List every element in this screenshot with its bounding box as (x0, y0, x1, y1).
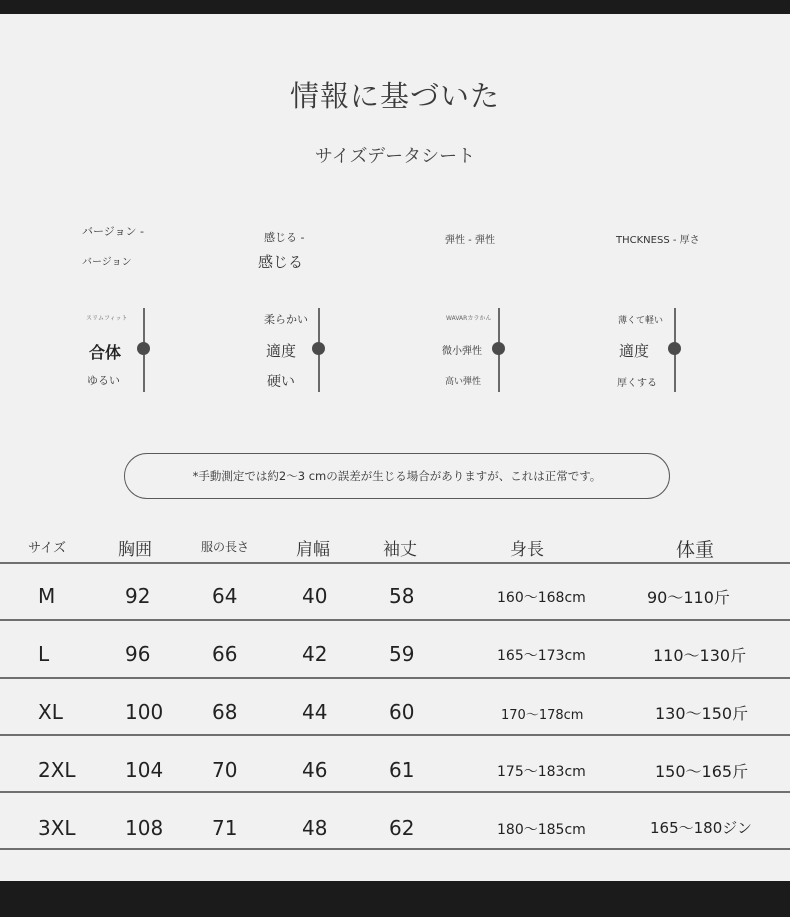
cell-shoulder: 44 (302, 700, 328, 724)
page-title: 情報に基づいた (289, 79, 500, 113)
feel-option-soft: 柔らかい (264, 313, 308, 326)
header-chest: 胸囲 (118, 540, 152, 560)
cell-sleeve: 61 (389, 758, 415, 782)
property-feel-value: 感じる (258, 253, 304, 271)
cell-length: 68 (212, 700, 238, 724)
feel-option-moderate: 適度 (266, 342, 297, 360)
cell-height: 165～173cm (497, 648, 586, 664)
property-fit-value: バージョン (82, 257, 132, 268)
cell-chest: 104 (125, 758, 164, 782)
fit-option-regular: 合体 (89, 343, 122, 362)
header-shoulder: 肩幅 (296, 540, 330, 560)
cell-chest: 92 (125, 584, 151, 608)
cell-chest: 100 (125, 700, 164, 724)
thickness-option-moderate: 適度 (619, 342, 650, 360)
table-divider (0, 791, 790, 793)
elasticity-option-high: 高い弾性 (445, 377, 482, 387)
feel-option-hard: 硬い (267, 374, 295, 390)
cell-height: 160～168cm (497, 590, 586, 606)
cell-shoulder: 46 (302, 758, 328, 782)
cell-length: 64 (212, 584, 238, 608)
feel-scale-marker (312, 342, 325, 355)
cell-weight: 150～165斤 (655, 762, 749, 781)
fit-option-loose: ゆるい (87, 374, 120, 387)
cell-weight: 90～110斤 (647, 588, 730, 607)
cell-height: 180～185cm (497, 822, 586, 838)
cell-sleeve: 59 (389, 642, 415, 666)
cell-length: 71 (212, 816, 238, 840)
table-divider (0, 562, 790, 564)
thickness-option-thick: 厚くする (617, 378, 657, 389)
cell-weight: 130～150斤 (655, 704, 749, 723)
header-length: 服の長さ (201, 540, 250, 554)
cell-shoulder: 42 (302, 642, 328, 666)
cell-weight: 165～180ジン (650, 819, 752, 837)
fit-scale-marker (137, 342, 150, 355)
cell-size: 2XL (38, 758, 76, 782)
cell-chest: 108 (125, 816, 164, 840)
measurement-note-text: *手動測定では約2～3 cmの誤差が生じる場合がありますが、これは正常です。 (192, 469, 602, 483)
property-thickness-label: THCKNESS - 厚さ (616, 235, 700, 246)
thickness-scale-marker (668, 342, 681, 355)
cell-length: 66 (212, 642, 238, 666)
cell-size: L (38, 642, 50, 666)
measurement-note (124, 453, 670, 499)
size-chart-sheet (0, 14, 790, 881)
cell-chest: 96 (125, 642, 151, 666)
elasticity-option-slight: 微小弾性 (442, 346, 482, 357)
cell-height: 170～178cm (501, 708, 584, 723)
elasticity-scale-marker (492, 342, 505, 355)
table-divider (0, 848, 790, 850)
elasticity-option-none: WAVARカラかん (446, 315, 492, 322)
table-divider (0, 619, 790, 621)
cell-height: 175～183cm (497, 764, 586, 780)
header-size: サイズ (28, 541, 66, 556)
page-subtitle: サイズデータシート (314, 146, 476, 167)
thickness-option-thin: 薄くて軽い (618, 316, 664, 326)
cell-sleeve: 58 (389, 584, 415, 608)
cell-size: M (38, 584, 56, 608)
fit-option-slim: スリムフィット (86, 315, 128, 322)
property-feel-label: 感じる - (264, 231, 305, 244)
cell-length: 70 (212, 758, 238, 782)
header-sleeve: 袖丈 (383, 540, 417, 560)
cell-sleeve: 62 (389, 816, 415, 840)
cell-size: 3XL (38, 816, 76, 840)
property-elasticity-label: 弾性 - 弾性 (445, 235, 495, 246)
property-fit-label: バージョン - (82, 225, 145, 238)
header-height: 身長 (510, 540, 544, 560)
cell-shoulder: 40 (302, 584, 328, 608)
table-divider (0, 734, 790, 736)
cell-weight: 110～130斤 (653, 646, 747, 665)
cell-sleeve: 60 (389, 700, 415, 724)
header-weight: 体重 (676, 539, 715, 561)
cell-shoulder: 48 (302, 816, 328, 840)
table-divider (0, 677, 790, 679)
cell-size: XL (38, 700, 63, 724)
